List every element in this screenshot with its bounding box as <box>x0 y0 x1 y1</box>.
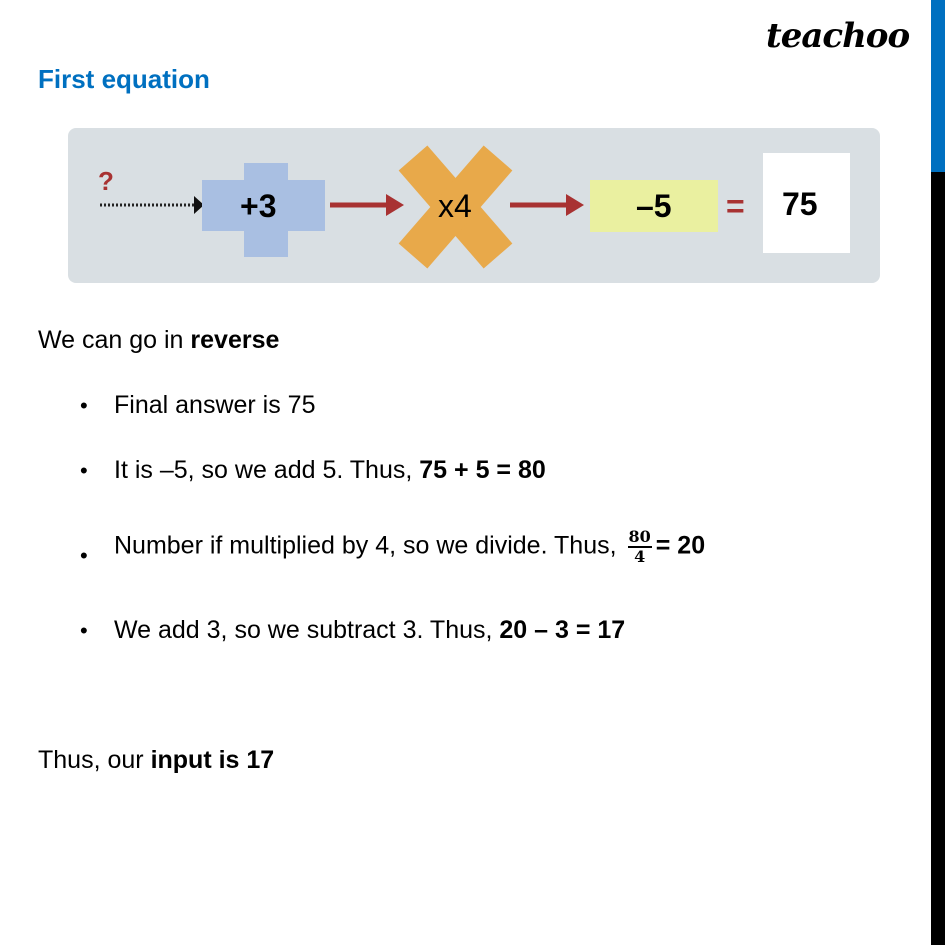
bullet-text: Number if multiplied by 4, so we divide. Thus, <box>114 531 624 560</box>
step-multiply: x4 <box>438 188 472 224</box>
arrow-head <box>386 194 404 216</box>
equation-diagram <box>68 128 880 283</box>
conclusion-line <box>38 746 274 775</box>
bullet-item <box>114 391 315 420</box>
bullet-dot: • <box>80 393 88 418</box>
side-bar-accent <box>931 0 945 172</box>
bullet-dot: • <box>80 543 88 568</box>
side-bar <box>931 172 945 945</box>
bullet-bold: 20 – 3 = 17 <box>499 616 626 644</box>
bullet-item <box>114 456 546 485</box>
bullet-item <box>114 528 705 566</box>
step-add: +3 <box>240 188 277 224</box>
step-subtract: –5 <box>636 188 672 224</box>
intro-line <box>38 326 279 355</box>
conclusion-text: Thus, our <box>38 746 151 774</box>
bullet-bold: = 20 <box>655 531 706 560</box>
intro-text: We can go in <box>38 326 191 354</box>
fraction-denominator: 4 <box>634 547 646 566</box>
arrow-head <box>566 194 584 216</box>
section-title: First equation <box>38 64 210 94</box>
bullet-dot: • <box>80 618 88 643</box>
bullet-dot: • <box>80 458 88 483</box>
teachoo-logo: teachoo <box>766 16 910 56</box>
input-question-mark: ? <box>98 166 114 196</box>
intro-bold: reverse <box>190 326 280 354</box>
diagram-shapes <box>68 128 880 283</box>
equals-sign: = <box>726 188 745 224</box>
bullet-bold: 75 + 5 = 80 <box>419 456 546 484</box>
conclusion-bold: input is 17 <box>150 746 275 774</box>
bullet-item <box>114 616 625 645</box>
bullet-text: We add 3, so we subtract 3. Thus, <box>114 616 500 644</box>
fraction <box>628 528 652 566</box>
result-value: 75 <box>782 186 818 222</box>
fraction-numerator: 80 <box>628 527 651 546</box>
bullet-text: It is –5, so we add 5. Thus, <box>114 456 420 484</box>
bullet-text: Final answer is 75 <box>114 391 316 419</box>
